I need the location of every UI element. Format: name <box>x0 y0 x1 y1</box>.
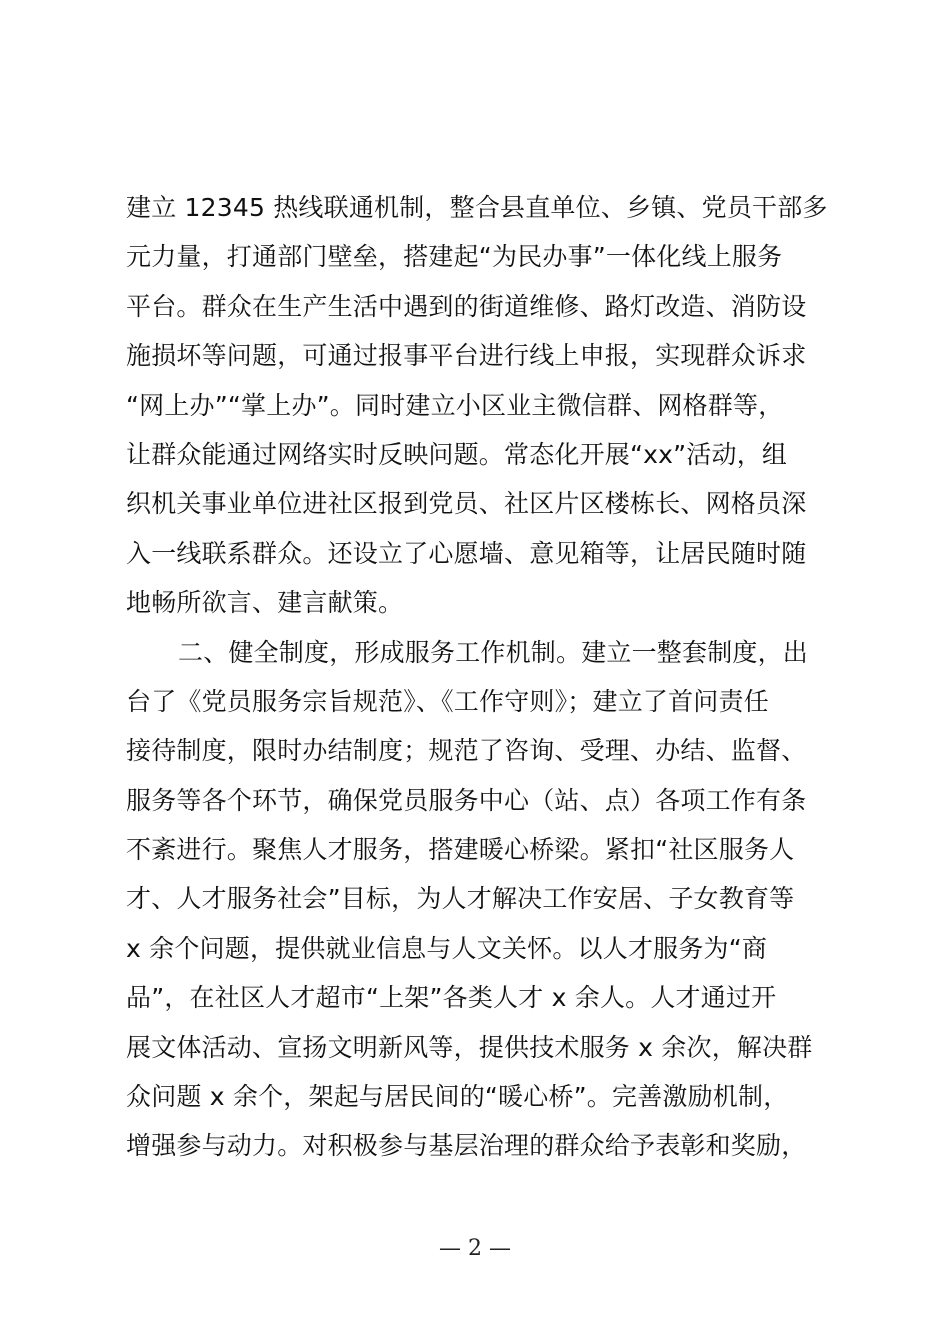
text-line: 不紊进行。聚焦人才服务，搭建暖心桥梁。紧扣“社区服务人 <box>126 835 795 865</box>
text-line: 地畅所欲言、建言献策。 <box>126 588 404 618</box>
text-line: 接待制度，限时办结制度；规范了咨询、受理、办结、监督、 <box>126 736 807 766</box>
section-heading-line: 二、健全制度，形成服务工作机制。建立一整套制度，出 <box>178 637 809 667</box>
text-line: 展文体活动、宣扬文明新风等，提供技术服务 x 余次，解决群 <box>126 1032 813 1062</box>
text-line: 服务等各个环节，确保党员服务中心（站、点）各项工作有条 <box>126 785 807 815</box>
text-line: 众问题 x 余个，架起与居民间的“暖心桥”。完善激励机制， <box>126 1082 789 1112</box>
text-line: 建立 12345 热线联通机制，整合县直单位、乡镇、党员干部多 <box>126 193 828 222</box>
text-line: 入一线联系群众。还设立了心愿墙、意见箱等，让居民随时随 <box>126 538 807 568</box>
text-line: 施损坏等问题，可通过报事平台进行线上申报，实现群众诉求 <box>126 341 807 371</box>
text-line: 增强参与动力。对积极参与基层治理的群众给予表彰和奖励， <box>126 1131 807 1161</box>
text-line: 平台。群众在生产生活中遇到的街道维修、路灯改造、消防设 <box>126 291 807 321</box>
body-text <box>126 183 836 1171</box>
text-line: 让群众能通过网络实时反映问题。常态化开展“xx”活动，组 <box>126 439 788 469</box>
text-line: “网上办”“掌上办”。同时建立小区业主微信群、网格群等， <box>126 390 784 420</box>
page-number: — 2 — <box>439 1236 511 1261</box>
text-line: 才、人才服务社会”目标，为人才解决工作安居、子女教育等 <box>126 884 795 914</box>
text-line: 织机关事业单位进社区报到党员、社区片区楼栋长、网格员深 <box>126 489 807 519</box>
text-line: 品”，在社区人才超市“上架”各类人才 x 余人。人才通过开 <box>126 983 777 1013</box>
text-line: 台了《党员服务宗旨规范》、《工作守则》；建立了首问责任 <box>126 686 769 716</box>
text-line: 元力量，打通部门壁垒，搭建起“为民办事”一体化线上服务 <box>126 242 783 272</box>
text-line: x 余个问题，提供就业信息与人文关怀。以人才服务为“商 <box>126 933 768 963</box>
